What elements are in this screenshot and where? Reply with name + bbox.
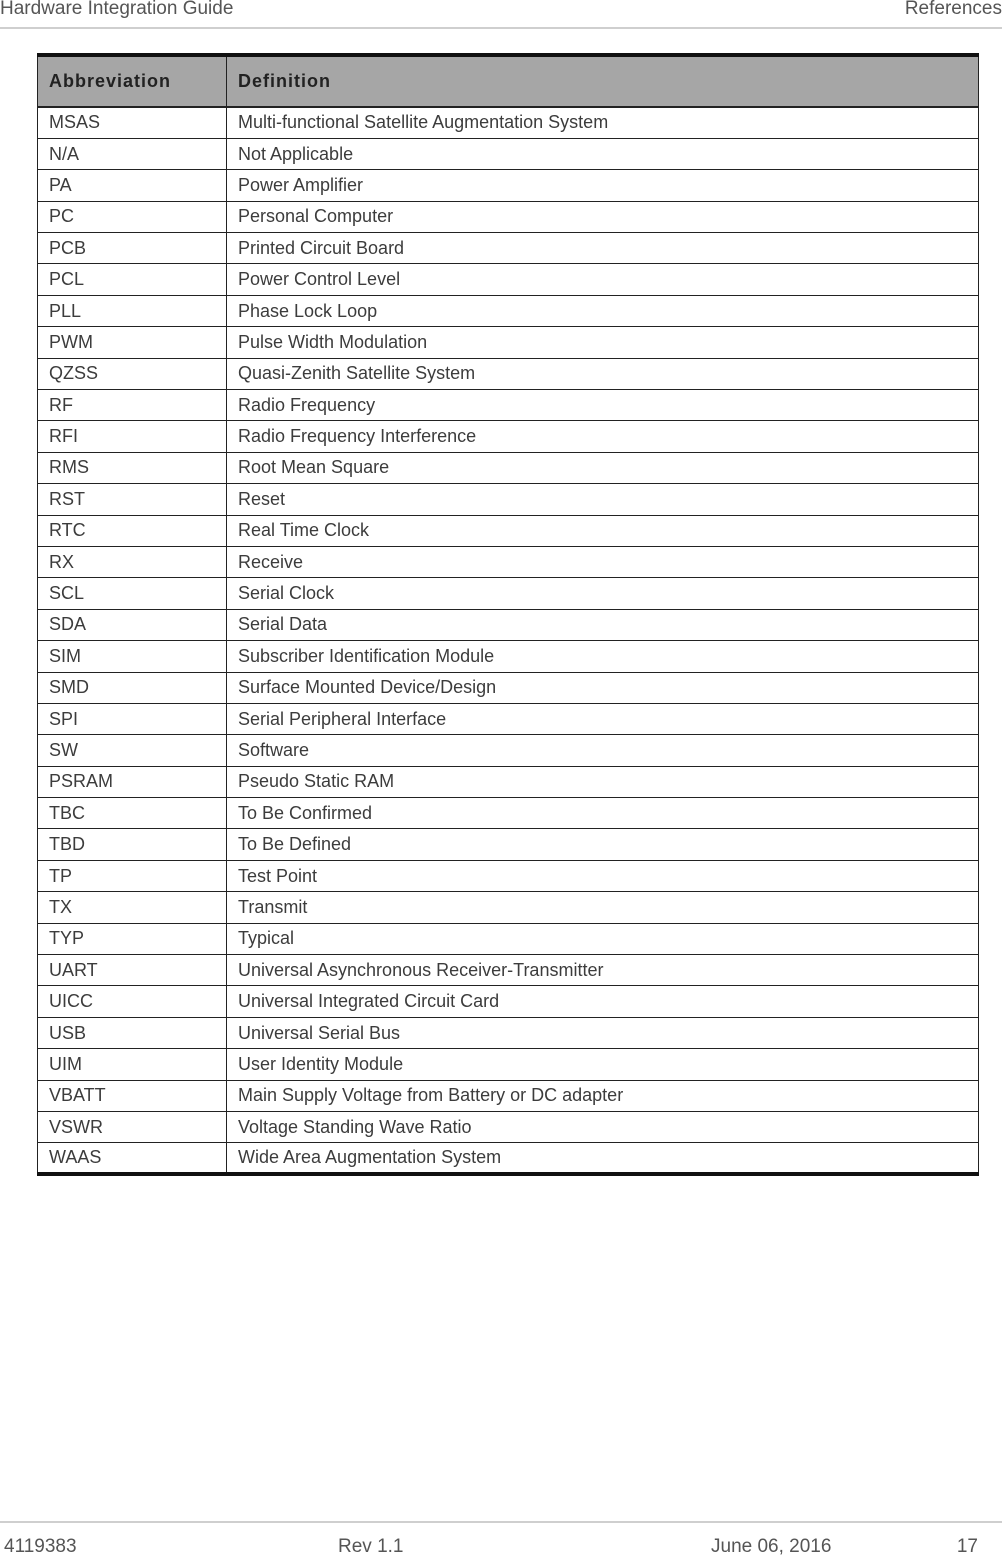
table-row	[38, 515, 979, 546]
table-row	[38, 1112, 979, 1143]
abbreviation-cell: PCB	[38, 233, 227, 264]
table-row	[38, 390, 979, 421]
abbreviation-cell: SPI	[38, 703, 227, 734]
table-row	[38, 1017, 979, 1048]
document-number: 4119383	[4, 1536, 77, 1557]
abbreviation-cell: UICC	[38, 986, 227, 1017]
definition-cell: Surface Mounted Device/Design	[227, 672, 979, 703]
definition-cell: Reset	[227, 484, 979, 515]
abbreviation-cell: RTC	[38, 515, 227, 546]
table-row	[38, 578, 979, 609]
section-title: References	[904, 0, 1002, 19]
abbreviations-table	[37, 53, 979, 1176]
abbreviation-cell: TP	[38, 860, 227, 891]
abbreviation-cell: RMS	[38, 452, 227, 483]
abbreviation-cell: VSWR	[38, 1112, 227, 1143]
definition-cell: Serial Clock	[227, 578, 979, 609]
abbreviation-cell: RFI	[38, 421, 227, 452]
table-row	[38, 484, 979, 515]
table-row	[38, 138, 979, 169]
abbreviation-cell: USB	[38, 1017, 227, 1048]
table-row	[38, 829, 979, 860]
abbreviation-cell: TBD	[38, 829, 227, 860]
page-header	[0, 0, 1002, 29]
abbreviation-cell: PCL	[38, 264, 227, 295]
table-row	[38, 703, 979, 734]
abbreviation-cell: WAAS	[38, 1143, 227, 1174]
table-row	[38, 923, 979, 954]
definition-cell: Serial Data	[227, 609, 979, 640]
definition-cell: Quasi-Zenith Satellite System	[227, 358, 979, 389]
definition-cell: Transmit	[227, 892, 979, 923]
abbreviation-cell: TYP	[38, 923, 227, 954]
definition-cell: Voltage Standing Wave Ratio	[227, 1112, 979, 1143]
table-row	[38, 798, 979, 829]
abbreviation-cell: SDA	[38, 609, 227, 640]
abbreviation-cell: VBATT	[38, 1080, 227, 1111]
table-row	[38, 421, 979, 452]
definition-cell: Typical	[227, 923, 979, 954]
abbreviation-cell: SIM	[38, 641, 227, 672]
table-row	[38, 609, 979, 640]
table-row	[38, 955, 979, 986]
table-row	[38, 327, 979, 358]
table-row	[38, 860, 979, 891]
abbreviation-cell: TX	[38, 892, 227, 923]
definition-cell: Universal Serial Bus	[227, 1017, 979, 1048]
page-number: 17	[956, 1536, 978, 1557]
column-header-definition: Definition	[227, 55, 979, 107]
definition-cell: Wide Area Augmentation System	[227, 1143, 979, 1174]
abbreviation-cell: SMD	[38, 672, 227, 703]
table-row	[38, 892, 979, 923]
definition-cell: Power Amplifier	[227, 170, 979, 201]
document-title: Hardware Integration Guide	[0, 0, 234, 19]
abbreviation-cell: SW	[38, 735, 227, 766]
table-row	[38, 233, 979, 264]
table-row	[38, 264, 979, 295]
definition-cell: To Be Defined	[227, 829, 979, 860]
definition-cell: Pseudo Static RAM	[227, 766, 979, 797]
definition-cell: Subscriber Identification Module	[227, 641, 979, 672]
table-row	[38, 358, 979, 389]
definition-cell: Power Control Level	[227, 264, 979, 295]
table-row	[38, 1080, 979, 1111]
abbreviation-cell: N/A	[38, 138, 227, 169]
abbreviation-cell: UART	[38, 955, 227, 986]
definition-cell: Radio Frequency	[227, 390, 979, 421]
definition-cell: Multi-functional Satellite Augmentation System	[227, 107, 979, 138]
abbreviation-cell: PSRAM	[38, 766, 227, 797]
table-row	[38, 546, 979, 577]
abbreviation-cell: TBC	[38, 798, 227, 829]
table-row	[38, 107, 979, 138]
column-header-abbreviation: Abbreviation	[38, 55, 227, 107]
definition-cell: Printed Circuit Board	[227, 233, 979, 264]
abbreviation-cell: SCL	[38, 578, 227, 609]
table-row	[38, 766, 979, 797]
abbreviation-cell: RST	[38, 484, 227, 515]
table-header-row	[38, 55, 979, 107]
table-row	[38, 295, 979, 326]
abbreviation-cell: PLL	[38, 295, 227, 326]
definition-cell: Software	[227, 735, 979, 766]
table-row	[38, 1143, 979, 1174]
definition-cell: Receive	[227, 546, 979, 577]
abbreviation-cell: RF	[38, 390, 227, 421]
definition-cell: Not Applicable	[227, 138, 979, 169]
abbreviation-cell: RX	[38, 546, 227, 577]
definition-cell: User Identity Module	[227, 1049, 979, 1080]
abbreviation-cell: QZSS	[38, 358, 227, 389]
table-row	[38, 986, 979, 1017]
abbreviation-cell: PA	[38, 170, 227, 201]
table-row	[38, 170, 979, 201]
definition-cell: Universal Integrated Circuit Card	[227, 986, 979, 1017]
table-row	[38, 201, 979, 232]
revision: Rev 1.1	[338, 1536, 404, 1557]
page-footer	[0, 1521, 1002, 1558]
abbreviation-cell: MSAS	[38, 107, 227, 138]
publication-date: June 06, 2016	[711, 1536, 832, 1557]
abbreviation-cell: PWM	[38, 327, 227, 358]
abbreviations-table-container	[37, 53, 978, 1176]
definition-cell: Pulse Width Modulation	[227, 327, 979, 358]
table-body	[38, 107, 979, 1174]
definition-cell: Root Mean Square	[227, 452, 979, 483]
definition-cell: Real Time Clock	[227, 515, 979, 546]
table-row	[38, 452, 979, 483]
definition-cell: Personal Computer	[227, 201, 979, 232]
definition-cell: Radio Frequency Interference	[227, 421, 979, 452]
definition-cell: To Be Confirmed	[227, 798, 979, 829]
definition-cell: Test Point	[227, 860, 979, 891]
definition-cell: Serial Peripheral Interface	[227, 703, 979, 734]
abbreviation-cell: PC	[38, 201, 227, 232]
table-row	[38, 641, 979, 672]
abbreviation-cell: UIM	[38, 1049, 227, 1080]
table-row	[38, 1049, 979, 1080]
definition-cell: Universal Asynchronous Receiver-Transmitter	[227, 955, 979, 986]
table-row	[38, 672, 979, 703]
definition-cell: Main Supply Voltage from Battery or DC adapter	[227, 1080, 979, 1111]
table-row	[38, 735, 979, 766]
definition-cell: Phase Lock Loop	[227, 295, 979, 326]
